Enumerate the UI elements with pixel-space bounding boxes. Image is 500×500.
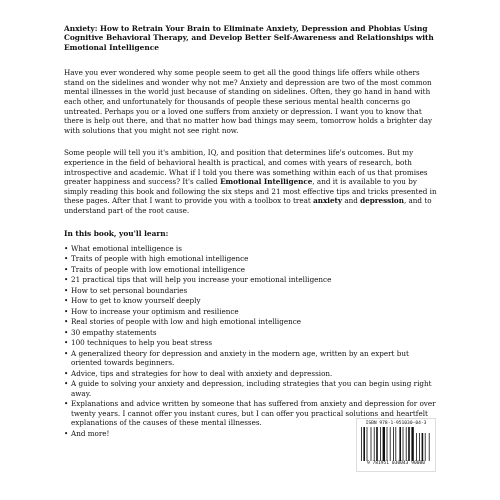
barcode-bar — [380, 427, 381, 461]
bullet-icon: • — [64, 317, 69, 327]
bullet-icon: • — [64, 264, 69, 274]
bullet-icon: • — [64, 306, 69, 316]
list-item-text: Traits of people with high emotional intelligence — [71, 254, 249, 264]
bullet-icon: • — [64, 285, 69, 295]
bullet-icon: • — [64, 254, 69, 264]
barcode-bar — [399, 427, 401, 461]
list-item-text: 21 practical tips that will help you increase your emotional intelligence — [71, 275, 332, 285]
bullet-icon: • — [64, 368, 69, 378]
barcode-addon-bar — [416, 433, 417, 461]
barcode-addon-bar — [429, 433, 430, 461]
list-item — [64, 307, 440, 317]
barcode-addon-bar — [422, 433, 424, 461]
barcode-addon: 90000 — [411, 461, 426, 466]
intro-paragraph: Have you ever wondered why some people seem to get all the good things life offers while others stand on the sidelines and wonder why not me? Anxiety and depression are two of the most common mental illnesses in the world just because of standing on sidelines. Often, they go hand in hand with each other, and unfortunately for thousands of people these serious mental health concerns go untreated. Perhaps you or a loved one suffers from anxiety or depression. I want you to know that there is help out there, and that no matter how bad things may seem, tomorrow holds a brighter day with solutions that you might not see right now. — [64, 68, 433, 135]
barcode-bar — [406, 427, 407, 461]
barcode-addon-bar — [419, 433, 420, 461]
list-item — [64, 349, 440, 368]
paragraph-text: , and to understand part of the root cause. — [64, 196, 432, 215]
bullet-icon: • — [64, 296, 69, 306]
paragraph-text: Some people will tell you it's ambition, IQ, and position that determines life's outcomes. But my experience in the field of behavioral health is practical, and comes with years of research, both introspective and academic. What if I told you there was something within each of us that promises greater happiness and success? It's called — [64, 148, 428, 187]
list-item — [64, 275, 440, 285]
book-title: Anxiety: How to Retrain Your Brain to Eliminate Anxiety, Depression and Phobias Using Cognitive Behavioral Therapy, and Develop Better Self-Awareness and Relationships with Emotional Intelligence — [64, 24, 434, 52]
paragraph-text: and — [342, 196, 361, 206]
barcode-bar — [376, 427, 378, 461]
barcode-bar — [363, 427, 365, 461]
learn-heading: In this book, you'll learn: — [64, 228, 169, 238]
isbn-text — [360, 421, 432, 426]
isbn-number: ISBN 978-1-951030-04-3 — [365, 421, 427, 426]
barcode-bar — [367, 427, 368, 461]
barcode — [356, 418, 436, 472]
list-item — [64, 265, 440, 275]
barcode-bar — [393, 427, 394, 461]
list-item-text: 30 empathy statements — [71, 327, 157, 337]
barcode-bar — [408, 427, 410, 461]
list-item-text: A guide to solving your anxiety and depression, including strategies that you can begin using right away. — [71, 379, 432, 398]
bullet-icon: • — [64, 428, 69, 438]
bullet-icon: • — [64, 327, 69, 337]
list-item-text: 100 techniques to help you beat stress — [71, 338, 213, 348]
barcode-bars-icon — [360, 427, 432, 461]
bullet-icon: • — [64, 275, 69, 285]
list-item-text: And more! — [71, 428, 110, 438]
barcode-bar — [395, 427, 396, 461]
bold-depression: depression — [360, 196, 404, 206]
barcode-bar — [387, 427, 388, 461]
list-item — [64, 379, 440, 398]
bold-anxiety: anxiety — [313, 196, 343, 206]
barcode-bar — [371, 427, 372, 461]
list-item-text: Explanations and advice written by someone that has suffered from anxiety and depression for over twenty years. I cannot offer you instant cures, but I can offer you practical solutions and heartfelt explanations of the causes of these mental illnesses. — [71, 399, 436, 428]
barcode-bar — [383, 427, 385, 461]
barcode-bar — [403, 427, 404, 461]
barcode-addon-bar — [425, 433, 426, 461]
list-item — [64, 286, 440, 296]
list-item-text: How to increase your optimism and resilience — [71, 306, 239, 316]
list-item-text: A generalized theory for depression and anxiety in the modern age, written by an expert but oriented towards beginners. — [71, 348, 409, 368]
bullet-icon: • — [64, 243, 69, 253]
bullet-icon: • — [64, 399, 69, 409]
list-item-text: How to get to know yourself deeply — [71, 296, 201, 306]
bullet-icon: • — [64, 348, 69, 358]
list-item-text: Traits of people with low emotional intelligence — [71, 264, 246, 274]
list-item — [64, 296, 440, 306]
barcode-number-row — [360, 461, 432, 466]
list-item — [64, 244, 440, 254]
list-item-text: What emotional intelligence is — [71, 243, 182, 253]
bullet-icon: • — [64, 338, 69, 348]
bold-emotional-intelligence: Emotional Intelligence — [220, 177, 313, 187]
learn-list — [64, 244, 440, 439]
list-item-text: Advice, tips and strategies for how to deal with anxiety and depression. — [71, 368, 333, 378]
barcode-bar — [374, 427, 375, 461]
list-item — [64, 369, 440, 379]
list-item-text: Real stories of people with low and high emotional intelligence — [71, 317, 301, 327]
list-item — [64, 254, 440, 264]
list-item — [64, 317, 440, 327]
barcode-bar — [361, 427, 362, 461]
barcode-number: 9 781951 030043 — [366, 461, 409, 466]
list-item — [64, 328, 440, 338]
list-item-text: How to set personal boundaries — [71, 285, 188, 295]
list-item — [64, 338, 440, 348]
barcode-bar — [390, 427, 391, 461]
paragraph-text: , and it is available to you by simply reading this book and following the six steps and 21 most effective tips and tricks presented in these pages. After that I want to provide you with a toolbox to treat — [64, 177, 437, 206]
emotional-intelligence-paragraph — [64, 148, 440, 215]
bullet-icon: • — [64, 379, 69, 389]
barcode-bar — [411, 427, 413, 461]
